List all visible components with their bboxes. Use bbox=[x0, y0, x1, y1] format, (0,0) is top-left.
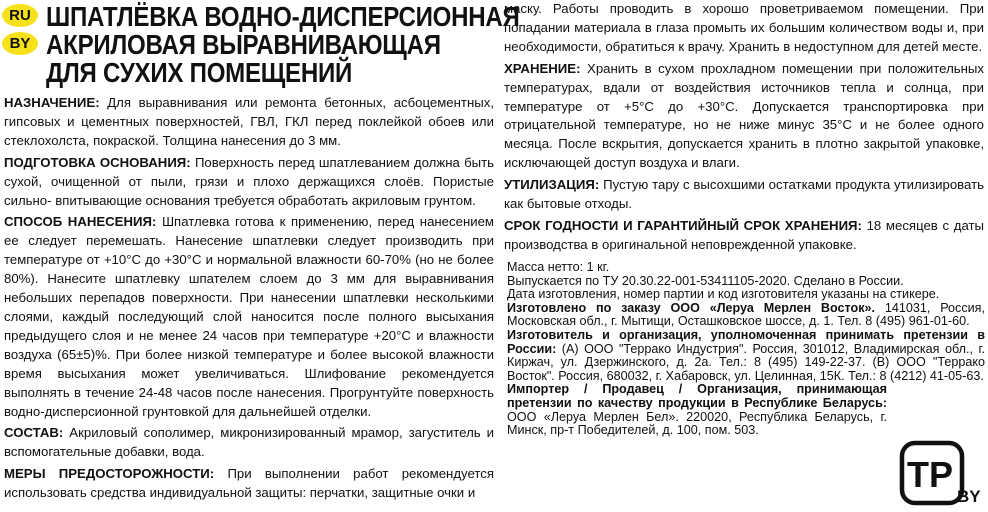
manufacturer-info bbox=[507, 329, 985, 383]
purpose-text: Для выравнивания или ремонта бетонных, асбоцементных, гипсовых и цементных поверхностей, ГВЛ, ГКЛ перед поклейкой обоев или стеклохолста, покраской. Толщина нанесения до 3 мм. bbox=[4, 95, 494, 148]
shelf-life-heading: СРОК ГОДНОСТИ И ГАРАНТИЙНЫЙ СРОК ХРАНЕНИЯ: bbox=[504, 217, 862, 233]
disposal-heading: УТИЛИЗАЦИЯ: bbox=[504, 177, 600, 193]
sticker-info: Дата изготовления, номер партии и код изготовителя указаны на стикере. bbox=[507, 287, 940, 302]
storage-text: Хранить в сухом прохладном помещении при положительных температурах, вдали от воздействия источников тепла и солнца, при температуре от +5°С до +30°С. Допускается транспортировка при отрицательной температуре, но не ниже минус 35°С и не более одного месяца. После вскрытия, допускается хранить в плотно закрытой упаковке, исключающей доступ воздуха и влаги. bbox=[504, 60, 984, 171]
precautions-section bbox=[4, 465, 494, 503]
manufacturer-heading: Изготовитель и организация, уполномоченная принимать претензии в России: bbox=[507, 327, 985, 356]
importer-info bbox=[507, 383, 887, 437]
application-heading: СПОСОБ НАНЕСЕНИЯ: bbox=[4, 214, 157, 230]
composition-section bbox=[4, 424, 494, 462]
composition-heading: СОСТАВ: bbox=[4, 425, 64, 441]
shelf-life-section bbox=[504, 217, 984, 255]
importer-text: ООО «Леруа Мерлен Бел». 220020, Республика Беларусь, г. Минск, пр-т Победителей, д. 100, пом. 503. bbox=[507, 409, 887, 438]
preparation-heading: ПОДГОТОВКА ОСНОВАНИЯ: bbox=[4, 154, 191, 170]
precautions-text: При выполнении работ рекомендуется использовать средства индивидуальной защиты: перчатки, защитные очки и bbox=[4, 466, 494, 501]
manufacturer-text: (А) ООО "Террако Индустрия". Россия, 301012, Владимирская обл., г. Киржач, ул. Дзержинского, д. 2а. Тел.: 8 (495) 149-22-37. (В) ООО "Террако Восток". Россия, 680032, г. Хабаровск, ул. Целинная, 15К. Тел.: 8 (4212) 41-05-63. bbox=[507, 341, 985, 383]
shelf-life-text: 18 месяцев с даты производства в оригинальной неповрежденной упаковке. bbox=[504, 217, 985, 252]
info-block bbox=[507, 261, 985, 438]
left-column bbox=[4, 94, 494, 503]
storage-section bbox=[504, 60, 984, 173]
precautions-continued: маску. Работы проводить в хорошо проветриваемом помещении. При попадании материала в глаза промыть их большим количеством воды и, при необходимости, обратиться к врачу. Хранить в недоступном для детей месте. bbox=[504, 1, 984, 54]
purpose-heading: НАЗНАЧЕНИЕ: bbox=[4, 95, 100, 110]
composition-text: Акриловый сополимер, микронизированный мрамор, загуститель и вспомогательные добавки, вода. bbox=[4, 425, 494, 460]
made-for-heading: Изготовлено по заказу ООО «Леруа Мерлен Восток». bbox=[507, 300, 876, 315]
made-for-info bbox=[507, 302, 985, 329]
product-title-line-3: ДЛЯ СУХИХ ПОМЕЩЕНИЙ bbox=[46, 57, 353, 88]
product-title-line-1: ШПАТЛЁВКА ВОДНО-ДИСПЕРСИОННАЯ bbox=[46, 1, 520, 32]
lang-badge-ru: RU bbox=[2, 4, 38, 27]
tr-mark-text: ТР bbox=[907, 454, 954, 495]
importer-heading: Импортер / Продавец / Организация, принимающая претензии по качеству продукции в Республике Беларусь: bbox=[507, 382, 887, 410]
preparation-text: Поверхность перед шпатлеванием должна быть сухой, очищенной от пыли, грязи и плохо держащихся слоёв. Пористые сильно- впитывающие основания требуется обработать акриловым грунтом. bbox=[4, 154, 495, 208]
application-text: Шпатлевка готова к применению, перед нанесением ее следует перемешать. Нанесение шпатлевки следует производить при температуре от +10°С до +30°С и нормальной влажности 60-70% (но не более 80%). Нанесите шпатлевку шпателем слоем до 3 мм для выравнивания небольших перепадов поверхности. При нанесении шпатлевки несколькими слоями, каждый последующий слой наносится после полного высыхания предыдущего слоя и не менее 24 часов при температуре +20°С и влажности воздуха (65±5)%. При более низкой температуре и более высокой влажности время высыхания может увеличиваться. Шлифование рекомендуется выполнять в течение 24-48 часов после нанесения. Прогрунтуйте поверхность водно-дисперсионной грунтовкой для дальнейшей отделки. bbox=[4, 214, 494, 419]
net-mass: Масса нетто: 1 кг. bbox=[507, 260, 610, 274]
disposal-section bbox=[504, 176, 984, 214]
right-column bbox=[504, 0, 984, 258]
precautions-heading: МЕРЫ ПРЕДОСТОРОЖНОСТИ: bbox=[4, 466, 215, 482]
application-section bbox=[4, 213, 494, 421]
disposal-text: Пустую тару с высохшими остатками продукта утилизировать как бытовые отходы. bbox=[504, 177, 984, 212]
preparation-section bbox=[4, 154, 494, 211]
purpose-section bbox=[4, 94, 494, 151]
lang-badge-by: BY bbox=[2, 32, 38, 55]
standard-info: Выпускается по ТУ 20.30.22-001-53411105-2020. Сделано в России. bbox=[507, 273, 904, 288]
storage-heading: ХРАНЕНИЕ: bbox=[504, 60, 581, 76]
product-title-line-2: АКРИЛОВАЯ ВЫРАВНИВАЮЩАЯ bbox=[46, 29, 441, 60]
by-mark-text: BY bbox=[957, 487, 981, 506]
made-for-text: 141031, Россия, Московская обл., г. Мытищи, Осташковское шоссе, д. 1. Тел. 8 (495) 961-01-60. bbox=[507, 300, 985, 329]
eac-tr-by-icon bbox=[899, 440, 983, 506]
